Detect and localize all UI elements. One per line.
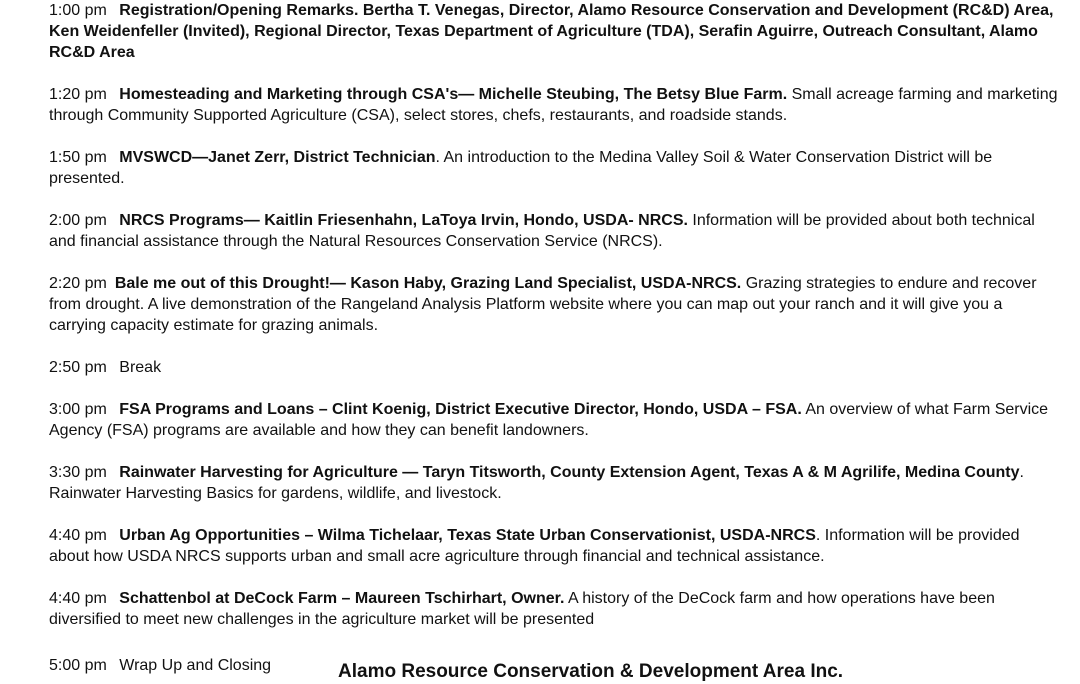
agenda-description: . Rainwater Harvesting Basics for gardens, wildlife, and livestock. [49, 464, 1024, 502]
agenda-time: 3:30 pm [49, 464, 107, 481]
agenda-item-drought [49, 273, 1059, 336]
agenda-description: Small acreage farming and marketing through Community Supported Agriculture (CSA), select stores, chefs, restaurants, and roadside stands. [49, 86, 1058, 124]
agenda-item-registration [49, 0, 1059, 63]
agenda-title: FSA Programs and Loans – Clint Koenig, District Executive Director, Hondo, USDA – FSA. [119, 401, 802, 418]
agenda-time: 2:00 pm [49, 212, 107, 229]
agenda-title: Registration/Opening Remarks. Bertha T. Venegas, Director, Alamo Resource Conservation and Development (RC&D) Area, Ken Weidenfeller (Invited), Regional Director, Texas Department of Agriculture (TDA), Serafin Aguirre, Outreach Consultant, Alamo RC&D Area [49, 2, 1054, 61]
agenda-time: 3:00 pm [49, 401, 107, 418]
agenda-title: Schattenbol at DeCock Farm – Maureen Tschirhart, Owner. [119, 590, 565, 607]
agenda-description: Wrap Up and Closing [119, 657, 272, 674]
agenda-description: Information will be provided about both technical and financial assistance through the Natural Resources Conservation Service (NRCS). [49, 212, 1035, 250]
agenda-description: An overview of what Farm Service Agency (FSA) programs are available and how they can benefit landowners. [49, 401, 1049, 439]
agenda-title: Bale me out of this Drought!— Kason Haby, Grazing Land Specialist, USDA-NRCS. [114, 275, 742, 292]
agenda-time: 1:50 pm [49, 149, 107, 166]
agenda-time: 2:50 pm [49, 359, 107, 376]
agenda-description: . Information will be provided about how USDA NRCS supports urban and small acre agriculture through financial and technical assistance. [49, 527, 1020, 565]
agenda-title: NRCS Programs— Kaitlin Friesenhahn, LaToya Irvin, Hondo, USDA- NRCS. [119, 212, 688, 229]
agenda-item-nrcs [49, 210, 1059, 252]
agenda-time: 4:40 pm [49, 527, 107, 544]
agenda-description: A history of the DeCock farm and how operations have been diversified to meet new challenges in the agriculture market will be presented [49, 590, 995, 628]
agenda-time: 5:00 pm [49, 657, 107, 674]
agenda-time: 4:40 pm [49, 590, 107, 607]
agenda-item-csa [49, 84, 1059, 126]
agenda-title: Urban Ag Opportunities – Wilma Tichelaar, Texas State Urban Conservationist, USDA-NRCS [119, 527, 816, 544]
agenda-item-urban-ag [49, 525, 1059, 567]
agenda-item-decock-farm [49, 588, 1059, 630]
agenda-time: 1:20 pm [49, 86, 107, 103]
agenda-description: Grazing strategies to endure and recover from drought. A live demonstration of the Rangeland Analysis Platform website where you can map out your ranch and it will give you a carrying capacity estimate for grazing animals. [49, 275, 1037, 334]
agenda-title: Homesteading and Marketing through CSA's— Michelle Steubing, The Betsy Blue Farm. [119, 86, 788, 103]
agenda-time: 2:20 pm [49, 275, 107, 292]
agenda-item-closing [49, 655, 271, 676]
agenda-page [49, 0, 1059, 682]
agenda-description: . An introduction to the Medina Valley Soil & Water Conservation District will be presented. [49, 149, 993, 187]
organization-name: Alamo Resource Conservation & Development Area Inc. [338, 661, 844, 682]
agenda-item-rainwater [49, 462, 1059, 504]
agenda-item-mvswcd [49, 147, 1059, 189]
agenda-item-break [49, 357, 1059, 378]
agenda-description: Break [119, 359, 162, 376]
agenda-time: 1:00 pm [49, 2, 107, 19]
agenda-title: Rainwater Harvesting for Agriculture — Taryn Titsworth, County Extension Agent, Texas A & M Agrilife, Medina County [119, 464, 1020, 481]
agenda-title: MVSWCD—Janet Zerr, District Technician [119, 149, 436, 166]
agenda-item-fsa [49, 399, 1059, 441]
